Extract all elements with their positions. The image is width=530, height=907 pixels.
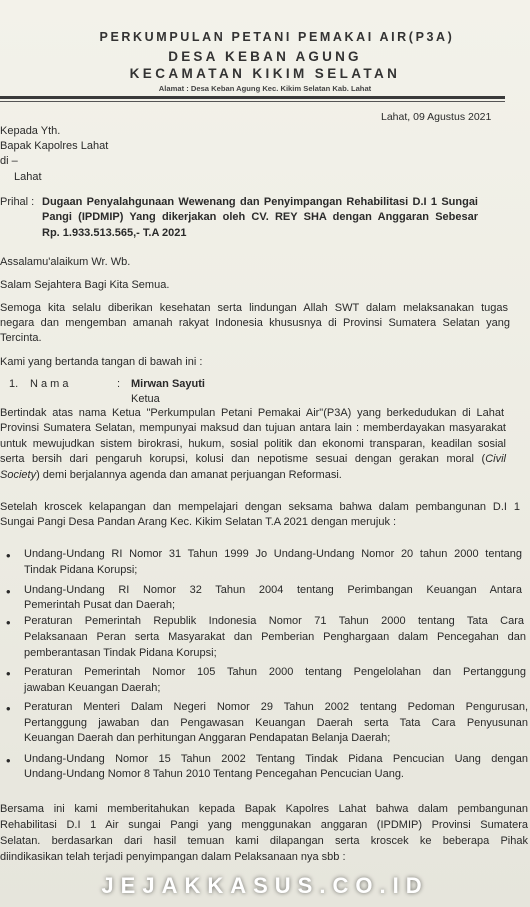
salutation: Salam Sejahtera Bagi Kita Semua.: [0, 279, 170, 291]
body-line: serta bersih dari pengaruh korupsi, kolusi dan nepotisme sesuai dengan gerakan moral (Civil: [0, 453, 506, 465]
law-item-line: Keuangan Daerah dan perhitungan Anggaran Pendapatan Belanja Daerah;: [24, 732, 391, 744]
recipient-line: Kepada Yth.: [0, 125, 61, 137]
bullet-dot: •: [6, 584, 11, 599]
law-item-line: pemberantasan Tindak Pidana Korupsi;: [24, 647, 217, 659]
recipient-line: Lahat: [14, 171, 42, 183]
recipient-line: di –: [0, 155, 18, 167]
watermark: JEJAKKASUS.CO.ID: [101, 873, 429, 898]
signatory-colon: :: [117, 378, 121, 390]
letterhead-org: PERKUMPULAN PETANI PEMAKAI AIR(P3A): [99, 30, 455, 44]
law-item-line: jawaban Keuangan Daerah;: [24, 682, 161, 694]
body-line: Bertindak atas nama Ketua "Perkumpulan Petani Pemakai Air"(P3A) yang berkedudukan di Lahat: [0, 407, 504, 419]
signatory-number: 1.: [9, 378, 19, 390]
bullet-dot: •: [6, 615, 11, 630]
opening-line: negara dan mengemban amanah rakyat Indonesia khususnya di Provinsi Sumatera Selatan yang: [0, 317, 510, 329]
law-item-line: Peraturan Pemerintah Nomor 105 Tahun 2000 tentang Pengelolahan dan Pertanggung: [24, 666, 526, 678]
law-item-line: Peraturan Pemerintah Republik Indonesia Nomor 71 Tahun 2000 tentang Tata Cara: [24, 615, 524, 627]
law-item-line: Tindak Pidana Korupsi;: [24, 564, 138, 576]
signatory-intro: Kami yang bertanda tangan di bawah ini :: [0, 356, 203, 368]
letterhead-district: KECAMATAN KIKIM SELATAN: [129, 66, 401, 81]
law-item-line: Peraturan Menteri Dalam Negeri Nomor 29 Tahun 2002 tentang Pedoman Pengurusan,: [24, 701, 528, 713]
body-line: Sungai Pangi Desa Pandan Arang Kec. Kikim Selatan T.A 2021 dengan merujuk :: [0, 516, 397, 528]
body-line: Provinsi Sumatera Selatan, mempunyai maksud dan tujuan antara lain : memberdayakan masyarakat: [0, 422, 506, 434]
law-item-line: Undang-Undang RI Nomor 31 Tahun 1999 Jo Undang-Undang Nomor 20 tahun 2000 tentang: [24, 548, 522, 560]
law-item-line: Undang-Undang Nomor 15 Tahun 2002 Tentang Tindak Pidana Pencucian Uang dengan: [24, 753, 528, 765]
recipient-line: Bapak Kapolres Lahat: [0, 140, 109, 152]
closing-line: Selatan. berdasarkan dari hasil temuan kami dilapangan serta kroscek ke beberapa Pihak: [0, 835, 528, 847]
letterhead-address: Alamat : Desa Keban Agung Kec. Kikim Selatan Kab. Lahat: [158, 84, 372, 93]
law-item-line: Pertanggung jawaban dan Pengawasan Keuangan Daerah serta Tata Cara Penyusunan: [24, 717, 528, 729]
subject-label: Prihal :: [0, 196, 35, 208]
body-line: Society) demi berjalannya agenda dan amanat perjuangan Reformasi.: [0, 469, 342, 481]
body-line: Setelah kroscek kelapangan dan mempelajari dengan seksama bahwa dalam pembangunan D.I 1: [0, 501, 520, 513]
signatory-label: N a m a: [30, 378, 69, 390]
law-item-line: Undang-Undang Nomor 8 Tahun 2010 Tentang Pencegahan Pencucian Uang.: [24, 768, 404, 780]
bullet-dot: •: [6, 666, 11, 681]
law-item-line: Undang-Undang RI Nomor 32 Tahun 2004 tentang Perimbangan Keuangan Antara: [24, 584, 522, 596]
bullet-dot: •: [6, 753, 11, 768]
law-item-line: Pelaksanaan Peran serta Masyarakat dan Pemberian Penghargaan dalam Pencegahan dan: [24, 631, 526, 643]
greeting: Assalamu'alaikum Wr. Wb.: [0, 256, 131, 268]
subject-line: Pangi (IPDMIP) Yang dikerjakan oleh CV. REY SHA dengan Anggaran Sebesar: [42, 211, 478, 223]
closing-line: Bersama ini kami memberitahukan kepada Bapak Kapolres Lahat bahwa dalam pembangunan: [0, 803, 528, 815]
signatory-name: Mirwan Sayuti: [131, 378, 205, 390]
closing-line: Rehabilitasi D.I 1 Air sungai Pangi yang menggunakan anggaran (IPDMIP) Provinsi Sumatera: [0, 819, 528, 831]
bullet-dot: •: [6, 548, 11, 563]
letterhead-rule: [0, 96, 505, 99]
letter-date: Lahat, 09 Agustus 2021: [381, 111, 492, 123]
subject-line: Dugaan Penyalahgunaan Wewenang dan Penyimpangan Rehabilitasi D.I 1 Sungai: [42, 196, 478, 208]
body-line: untuk mewujudkan sistem birokrasi, hukum, sosial politik dan ekonomi transparan, keadilan sosial: [0, 438, 506, 450]
signatory-role: Ketua: [131, 393, 160, 405]
letterhead-rule-thin: [0, 101, 505, 102]
opening-line: Tercinta.: [0, 332, 42, 344]
subject-line: Rp. 1.933.513.565,- T.A 2021: [42, 227, 187, 239]
opening-line: Semoga kita selalu diberikan kesehatan serta lindungan Allah SWT dalam melaksanakan tugas: [0, 302, 508, 314]
law-item-line: Pemerintah Pusat dan Daerah;: [24, 599, 176, 611]
closing-line: diindikasikan telah terjadi penyimpangan dalam Pelaksanaan nya sbb :: [0, 851, 346, 863]
bullet-dot: •: [6, 701, 11, 716]
letterhead-village: DESA KEBAN AGUNG: [168, 49, 362, 64]
